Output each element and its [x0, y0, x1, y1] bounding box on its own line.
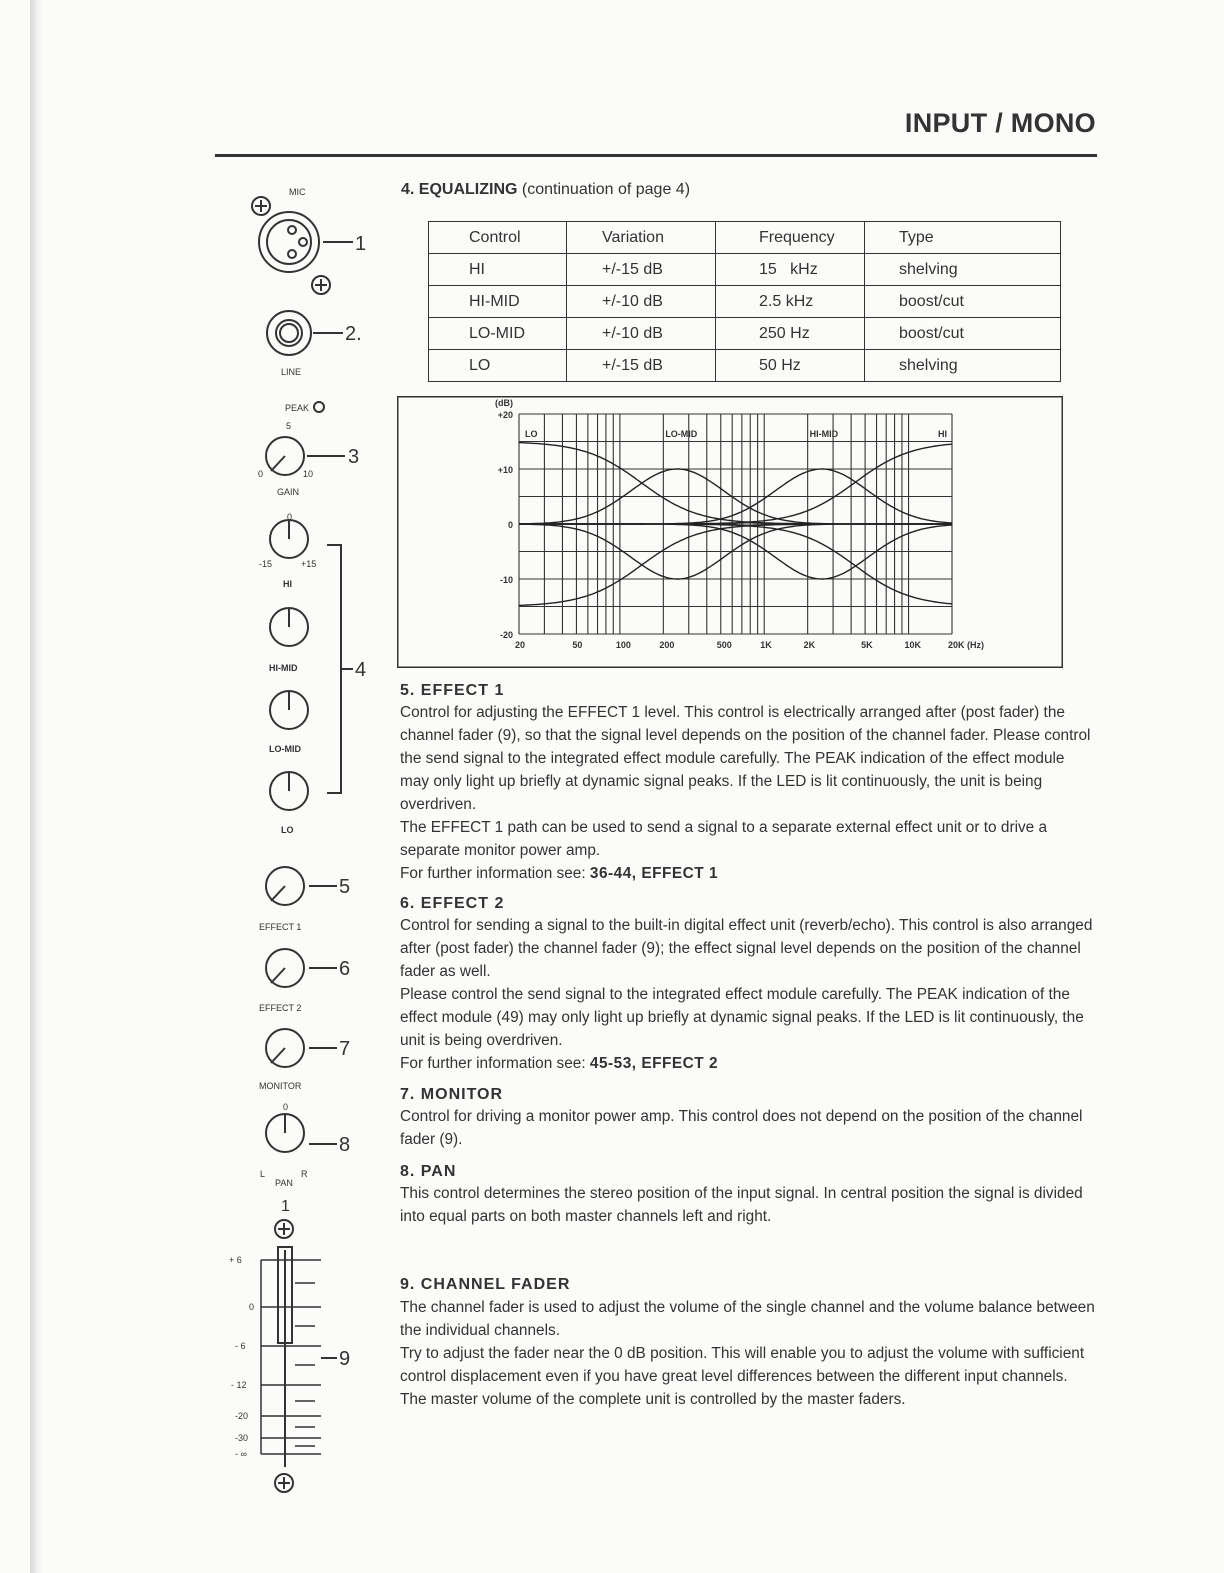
reference-text: For further information see:: [400, 865, 590, 882]
channel-strip-diagram: [225, 175, 385, 1505]
fader-paragraph: The channel fader is used to adjust the volume of the single channel and the volume balance between the individual channels.: [400, 1299, 1095, 1339]
fader-scale-label: - ∞: [235, 1449, 247, 1459]
page-title: INPUT / MONO: [904, 108, 1096, 138]
x-tick-label: 200: [659, 640, 675, 650]
effect2-label: EFFECT 2: [259, 1003, 302, 1013]
monitor-heading: 7. MONITOR: [400, 1086, 504, 1103]
x-tick-label: 5K: [861, 640, 873, 650]
reference-target: 36-44, EFFECT 1: [589, 865, 719, 882]
series-label: LO-MID: [665, 429, 698, 439]
line-jack-hole: [280, 324, 298, 342]
series-label: LO: [525, 429, 538, 439]
eq-scale-zero: 0: [287, 512, 293, 522]
effect1-body: [400, 701, 1095, 885]
gain-label: GAIN: [277, 487, 300, 497]
effect2-reference: [400, 1052, 1095, 1075]
fader-scale-label: -20: [235, 1411, 249, 1421]
pan-right-label: R: [301, 1169, 308, 1179]
callout-3: 3: [348, 446, 360, 468]
table-cell: +/-15 dB: [567, 254, 716, 286]
table-cell: 15 kHz: [716, 254, 865, 286]
table-row: [429, 318, 1061, 350]
table-cell: boost/cut: [865, 286, 1061, 318]
effect1-label: EFFECT 1: [259, 922, 302, 932]
mic-pin: [288, 250, 296, 258]
table-cell: 250 Hz: [716, 318, 865, 350]
fader-heading: 9. CHANNEL FADER: [400, 1276, 571, 1293]
lo-mid-eq-label: LO-MID: [269, 744, 301, 754]
gain-scale-max: 10: [303, 469, 314, 479]
table-cell: LO-MID: [429, 318, 567, 350]
fader-scale-label: -30: [235, 1433, 249, 1443]
channel-number: 1: [281, 1198, 290, 1215]
eq-curve-lo: [519, 524, 952, 605]
y-tick-label: +20: [497, 410, 513, 420]
x-tick-label: 1K: [760, 640, 772, 650]
gain-scale-min: 0: [258, 469, 264, 479]
callout-2: 2.: [345, 323, 362, 345]
series-label: HI-MID: [809, 429, 839, 439]
x-tick-label: 2K: [803, 640, 816, 650]
effect1-reference: [400, 862, 1095, 885]
eq-heading-number: 4. EQUALIZING: [401, 181, 518, 198]
table-cell: HI: [429, 254, 567, 286]
reference-target: 45-53, EFFECT 2: [589, 1055, 719, 1072]
table-row: [429, 350, 1061, 382]
effect1-heading: 5. EFFECT 1: [400, 682, 505, 699]
table-cell: +/-10 dB: [567, 286, 716, 318]
table-cell: HI-MID: [429, 286, 567, 318]
pan-label: PAN: [275, 1178, 293, 1188]
eq-heading: [401, 181, 690, 199]
x-tick-label: 10K: [904, 640, 922, 650]
hi-eq-label: HI: [283, 579, 292, 589]
peak-label: PEAK: [285, 403, 310, 413]
monitor-label: MONITOR: [259, 1081, 302, 1091]
chart-x-axis: [515, 640, 984, 650]
mic-label: MIC: [289, 187, 306, 197]
header-rule: [215, 154, 1097, 157]
fader-body: [400, 1296, 1095, 1411]
fader-scale-label: - 12: [231, 1380, 247, 1390]
pan-heading: 8. PAN: [400, 1163, 457, 1180]
fader-scale-label: - 6: [235, 1341, 246, 1351]
table-cell: +/-15 dB: [567, 350, 716, 382]
callout-8: 8: [339, 1134, 351, 1156]
table-cell: 2.5 kHz: [716, 286, 865, 318]
monitor-paragraph: Control for driving a monitor power amp. This control does not depend on the position of the channel fader (9).: [400, 1108, 1083, 1148]
table-header-cell: Type: [865, 222, 1061, 254]
fader-scale-label: + 6: [229, 1255, 242, 1265]
x-tick-label: 20K (Hz): [948, 640, 985, 650]
effect2-body: [400, 914, 1095, 1075]
callout-9: 9: [339, 1348, 351, 1370]
hi-mid-eq-label: HI-MID: [269, 663, 298, 673]
table-header-cell: Frequency: [716, 222, 865, 254]
table-header-cell: Variation: [567, 222, 716, 254]
table-row: [429, 286, 1061, 318]
eq-response-chart: [397, 396, 1063, 668]
mic-pin: [299, 238, 307, 246]
table-cell: boost/cut: [865, 318, 1061, 350]
gain-scale-mid: 5: [286, 421, 292, 431]
x-tick-label: 50: [572, 640, 583, 650]
eq-scale-max: +15: [301, 559, 317, 569]
table-header-cell: Control: [429, 222, 567, 254]
table-cell: LO: [429, 350, 567, 382]
pan-center-label: 0: [283, 1102, 289, 1112]
x-tick-label: 500: [716, 640, 732, 650]
table-row: [429, 254, 1061, 286]
pan-left-label: L: [260, 1169, 266, 1179]
x-tick-label: 100: [615, 640, 631, 650]
eq-table: [428, 221, 1061, 382]
callout-4: 4: [355, 659, 367, 681]
effect2-paragraph: Control for sending a signal to the built-in digital effect unit (reverb/echo). This control is also arranged after (post fader) the channel fader (9); the effect signal level depends on the position of the channel fader as well.: [400, 917, 1093, 980]
y-tick-label: -20: [499, 630, 513, 640]
fader-scale-label: 0: [249, 1302, 255, 1312]
y-tick-label: 0: [507, 520, 513, 530]
eq-curve-hi: [519, 524, 952, 604]
line-label: LINE: [281, 367, 302, 377]
table-cell: shelving: [865, 350, 1061, 382]
table-cell: shelving: [865, 254, 1061, 286]
eq-curve-hi: [519, 444, 952, 524]
eq-table-header: [429, 222, 1061, 254]
callout-6: 6: [339, 958, 351, 980]
x-tick-label: 20: [515, 640, 526, 650]
table-cell: +/-10 dB: [567, 318, 716, 350]
table-cell: 50 Hz: [716, 350, 865, 382]
eq-scale-min: -15: [259, 559, 273, 569]
y-axis-title: (dB): [495, 398, 513, 408]
eq-curve-lo: [519, 443, 952, 524]
callout-5: 5: [339, 876, 351, 898]
mic-pin: [288, 226, 296, 234]
effect1-paragraph: Control for adjusting the EFFECT 1 level. This control is electrically arranged after (post fader) the channel fader (9), so that the signal level depends on the position of the channel fader. Please control the send signal to the integrated effect module carefully. The PEAK indication of the effect module may only light up briefly at dynamic signal peaks. If the LED is lit continuously, the unit is being overdriven.: [400, 704, 1091, 813]
line-jack-outer: [267, 311, 311, 355]
effect2-heading: 6. EFFECT 2: [400, 895, 505, 912]
pan-paragraph: This control determines the stereo position of the input signal. In central position the signal is divided into equal parts on both master channels left and right.: [400, 1185, 1083, 1225]
reference-text: For further information see:: [400, 1055, 590, 1072]
peak-led: [314, 402, 324, 412]
y-tick-label: -10: [499, 575, 513, 585]
series-label: HI: [938, 429, 947, 439]
fader-paragraph: Try to adjust the fader near the 0 dB position. This will enable you to adjust the volume with sufficient control displacement even if you have great level differences between the different input channels. The master volume of the complete unit is controlled by the master faders.: [400, 1345, 1085, 1408]
lo-eq-label: LO: [281, 825, 294, 835]
eq-heading-note: (continuation of page 4): [517, 181, 691, 198]
effect1-paragraph: The EFFECT 1 path can be used to send a signal to a separate external effect unit or to drive a separate monitor power amp.: [400, 819, 1048, 859]
scan-edge-shadow: [30, 0, 42, 1573]
effect2-paragraph: Please control the send signal to the integrated effect module carefully. The PEAK indication of the effect module (49) may only light up briefly at dynamic signal peaks. If the LED is lit continuously, the unit is being overdriven.: [400, 986, 1084, 1049]
callout-1: 1: [355, 233, 367, 255]
chart-y-axis: [495, 398, 513, 640]
callout-7: 7: [339, 1038, 351, 1060]
y-tick-label: +10: [497, 465, 513, 475]
eq-bracket: [327, 545, 341, 793]
